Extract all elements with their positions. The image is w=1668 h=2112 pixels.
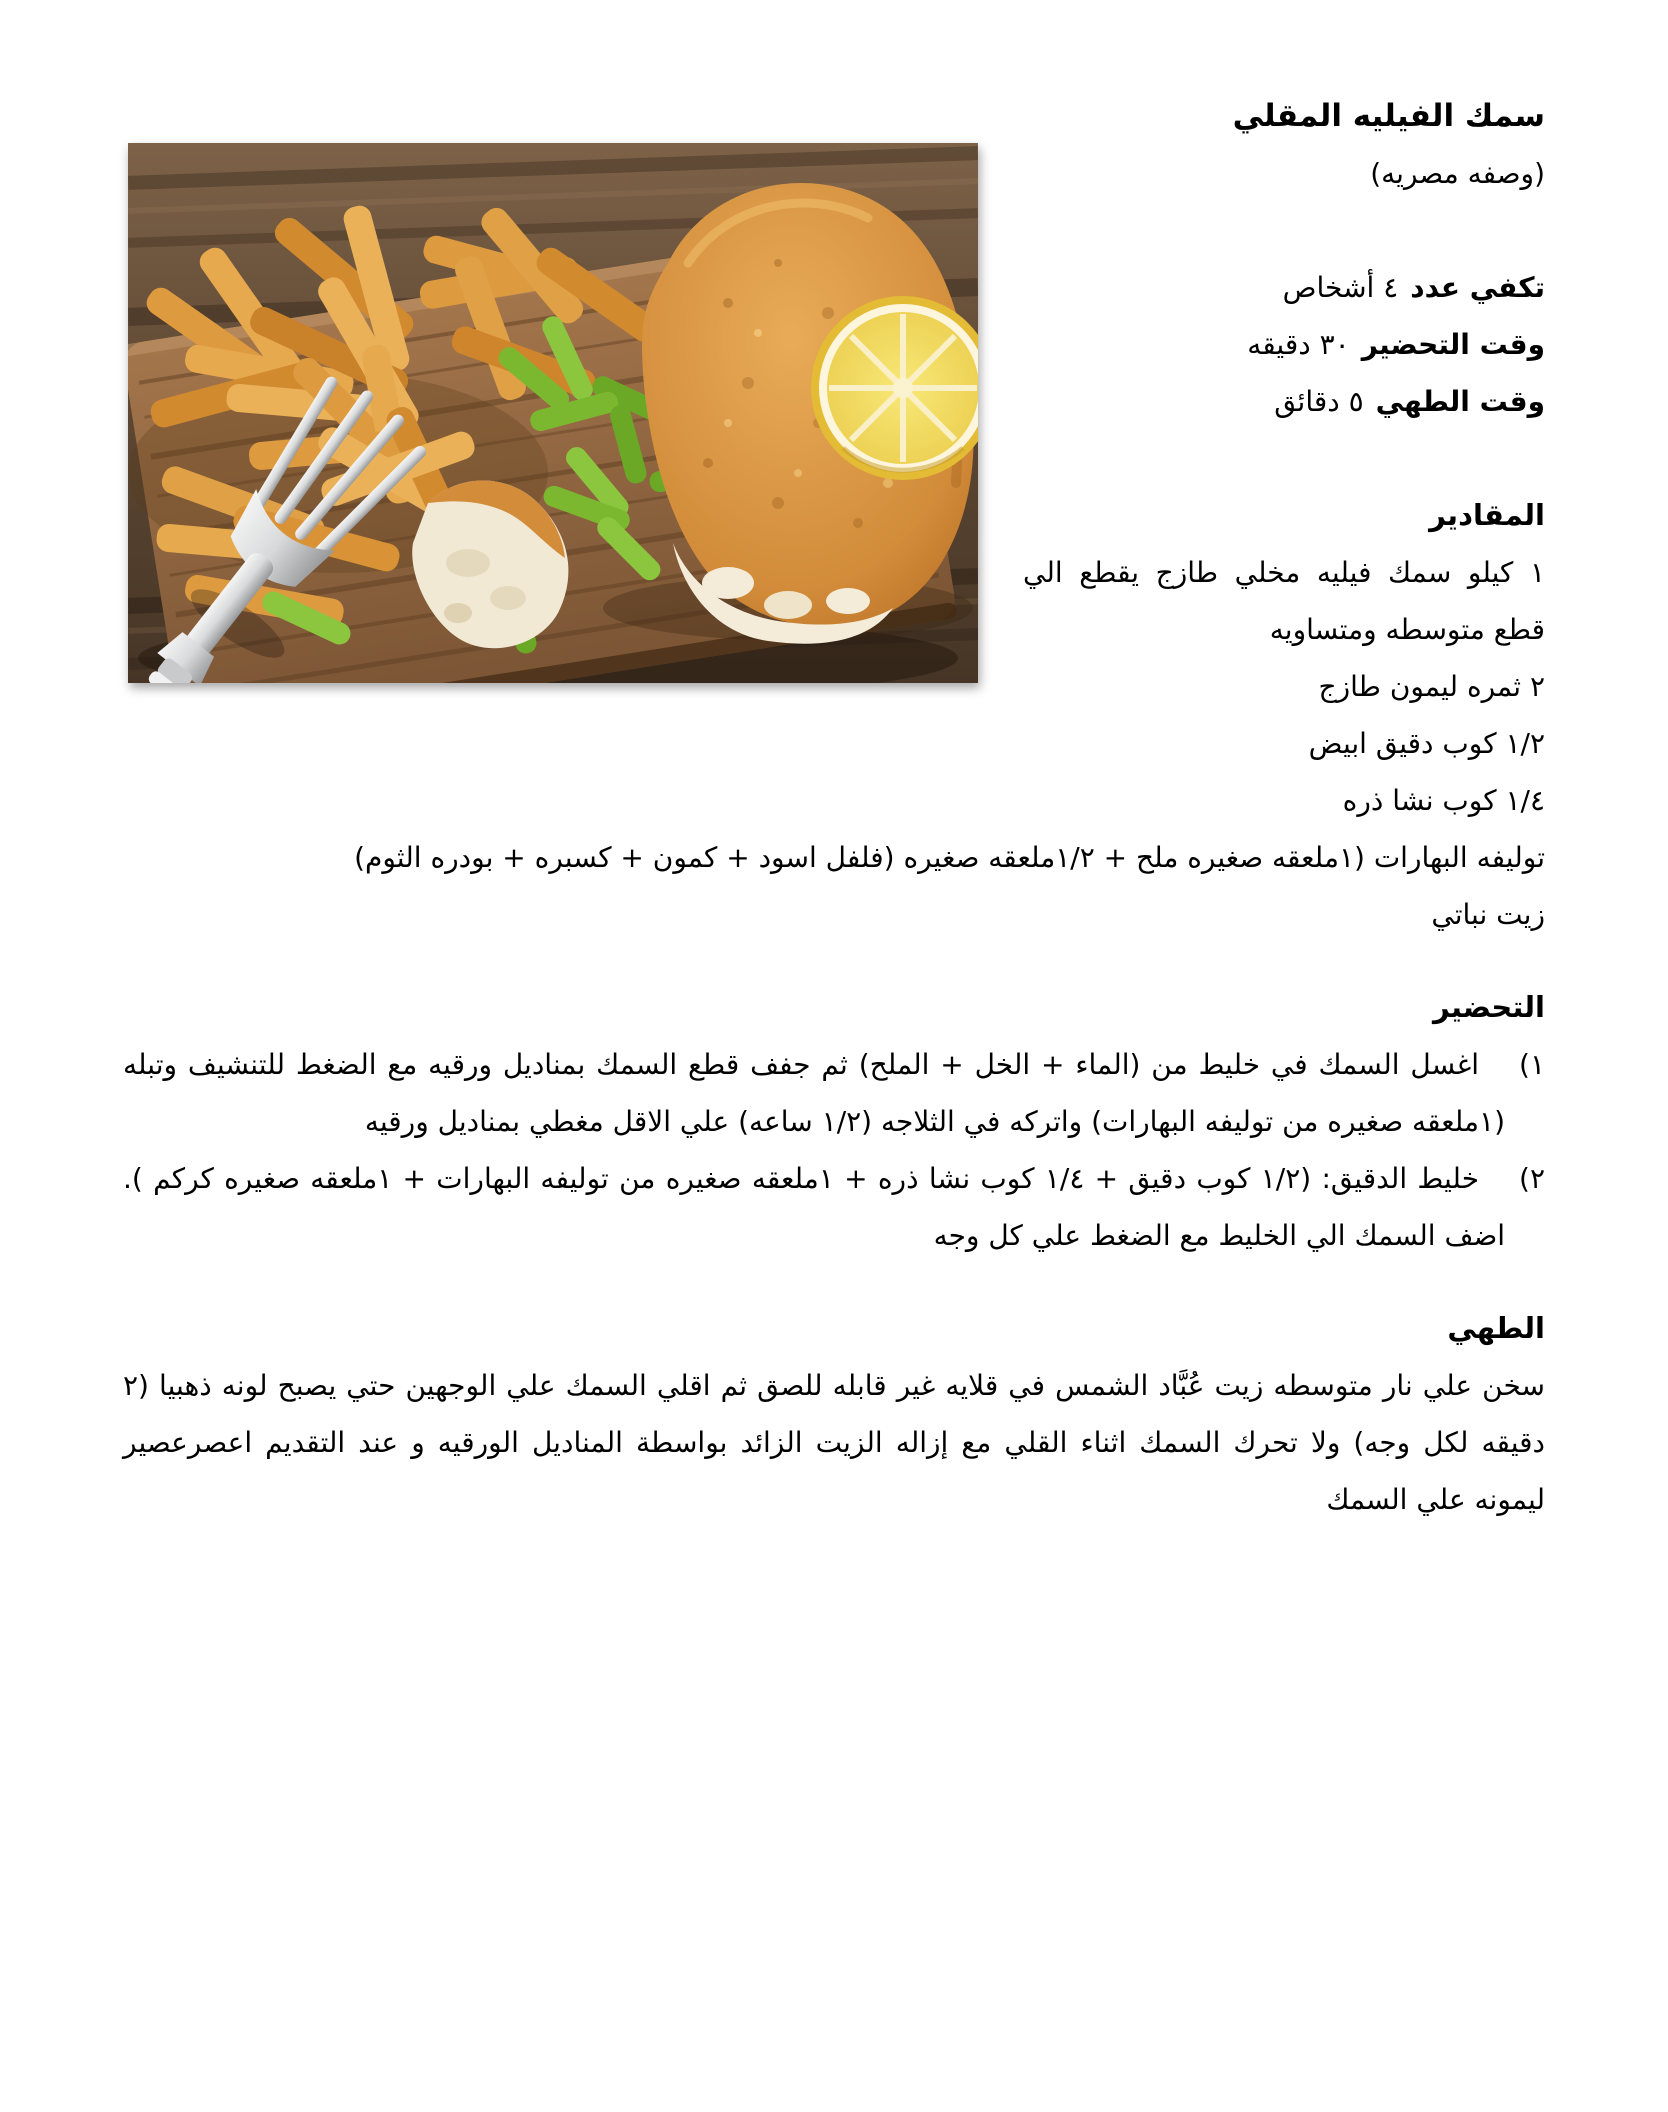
prep-step-2 [123, 1150, 1545, 1264]
page-title: سمك الفيليه المقلي [1232, 98, 1545, 134]
cook-time-label: وقت الطهي [1375, 385, 1545, 418]
cooking-paragraph: سخن علي نار متوسطه زيت عُبَّاد الشمس في قلايه غير قابله للصق ثم اقلي السمك علي الوجهين حتي يصبح لونه ذهبيا (٢ دقيقه لكل وجه) ولا تحرك السمك اثناء القلي مع إزاله الزيت الزائد بواسطة المناديل الورقيه و عند التقديم اعصرعصير ليمونه علي السمك [123, 1369, 1545, 1516]
step-number: ١) [1519, 1048, 1545, 1081]
recipe-photo [128, 143, 978, 683]
prep-time-value: ٣٠ دقيقه [1247, 328, 1350, 361]
step-text: خليط الدقيق: (١/٢ كوب دقيق + ١/٤ كوب نشا ذره + ١ملعقه صغيره من توليفه البهارات + ١ملعقه صغيره كركم ). اضف السمك الي الخليط مع الضغط علي كل وجه [123, 1162, 1505, 1252]
ingredient-item: ١/٢ كوب دقيق ابيض [1308, 727, 1545, 760]
ingredient-item: ١/٤ كوب نشا ذره [1342, 784, 1545, 817]
ingredients-heading: المقادير [1429, 498, 1545, 532]
prep-time-label: وقت التحضير [1361, 328, 1545, 361]
step-text: اغسل السمك في خليط من (الماء + الخل + الملح) ثم جفف قطع السمك بمناديل ورقيه مع الضغط للتنشيف وتبله (١ملعقه صغيره من توليفه البهارات) واتركه في الثلاجه (١/٢ ساعه) علي الاقل مغطي بمناديل ورقيه [123, 1048, 1505, 1138]
spacer [123, 943, 1545, 979]
spacer [123, 1264, 1545, 1300]
ingredient-item: ٢ ثمره ليمون طازج [1318, 670, 1545, 703]
prep-step-1 [123, 1036, 1545, 1150]
cook-time-value: ٥ دقائق [1274, 385, 1364, 418]
servings-value: ٤ أشخاص [1282, 271, 1399, 304]
ingredient-item: زيت نباتي [1431, 898, 1545, 931]
recipe-subtitle: (وصفه مصريه) [1370, 157, 1545, 190]
cooking-heading: الطهي [1447, 1311, 1545, 1345]
ingredient-item: ١ كيلو سمك فيليه مخلي طازج يقطع الي قطع متوسطه ومتساويه [1023, 556, 1545, 646]
ingredient-item: توليفه البهارات (١ملعقه صغيره ملح + ١/٢ملعقه صغيره (فلفل اسود + كمون + كسبره + بودره الثوم) [354, 841, 1545, 874]
servings-label: تكفي عدد [1410, 271, 1545, 304]
preparation-heading: التحضير [1432, 990, 1545, 1024]
step-number: ٢) [1519, 1162, 1545, 1195]
